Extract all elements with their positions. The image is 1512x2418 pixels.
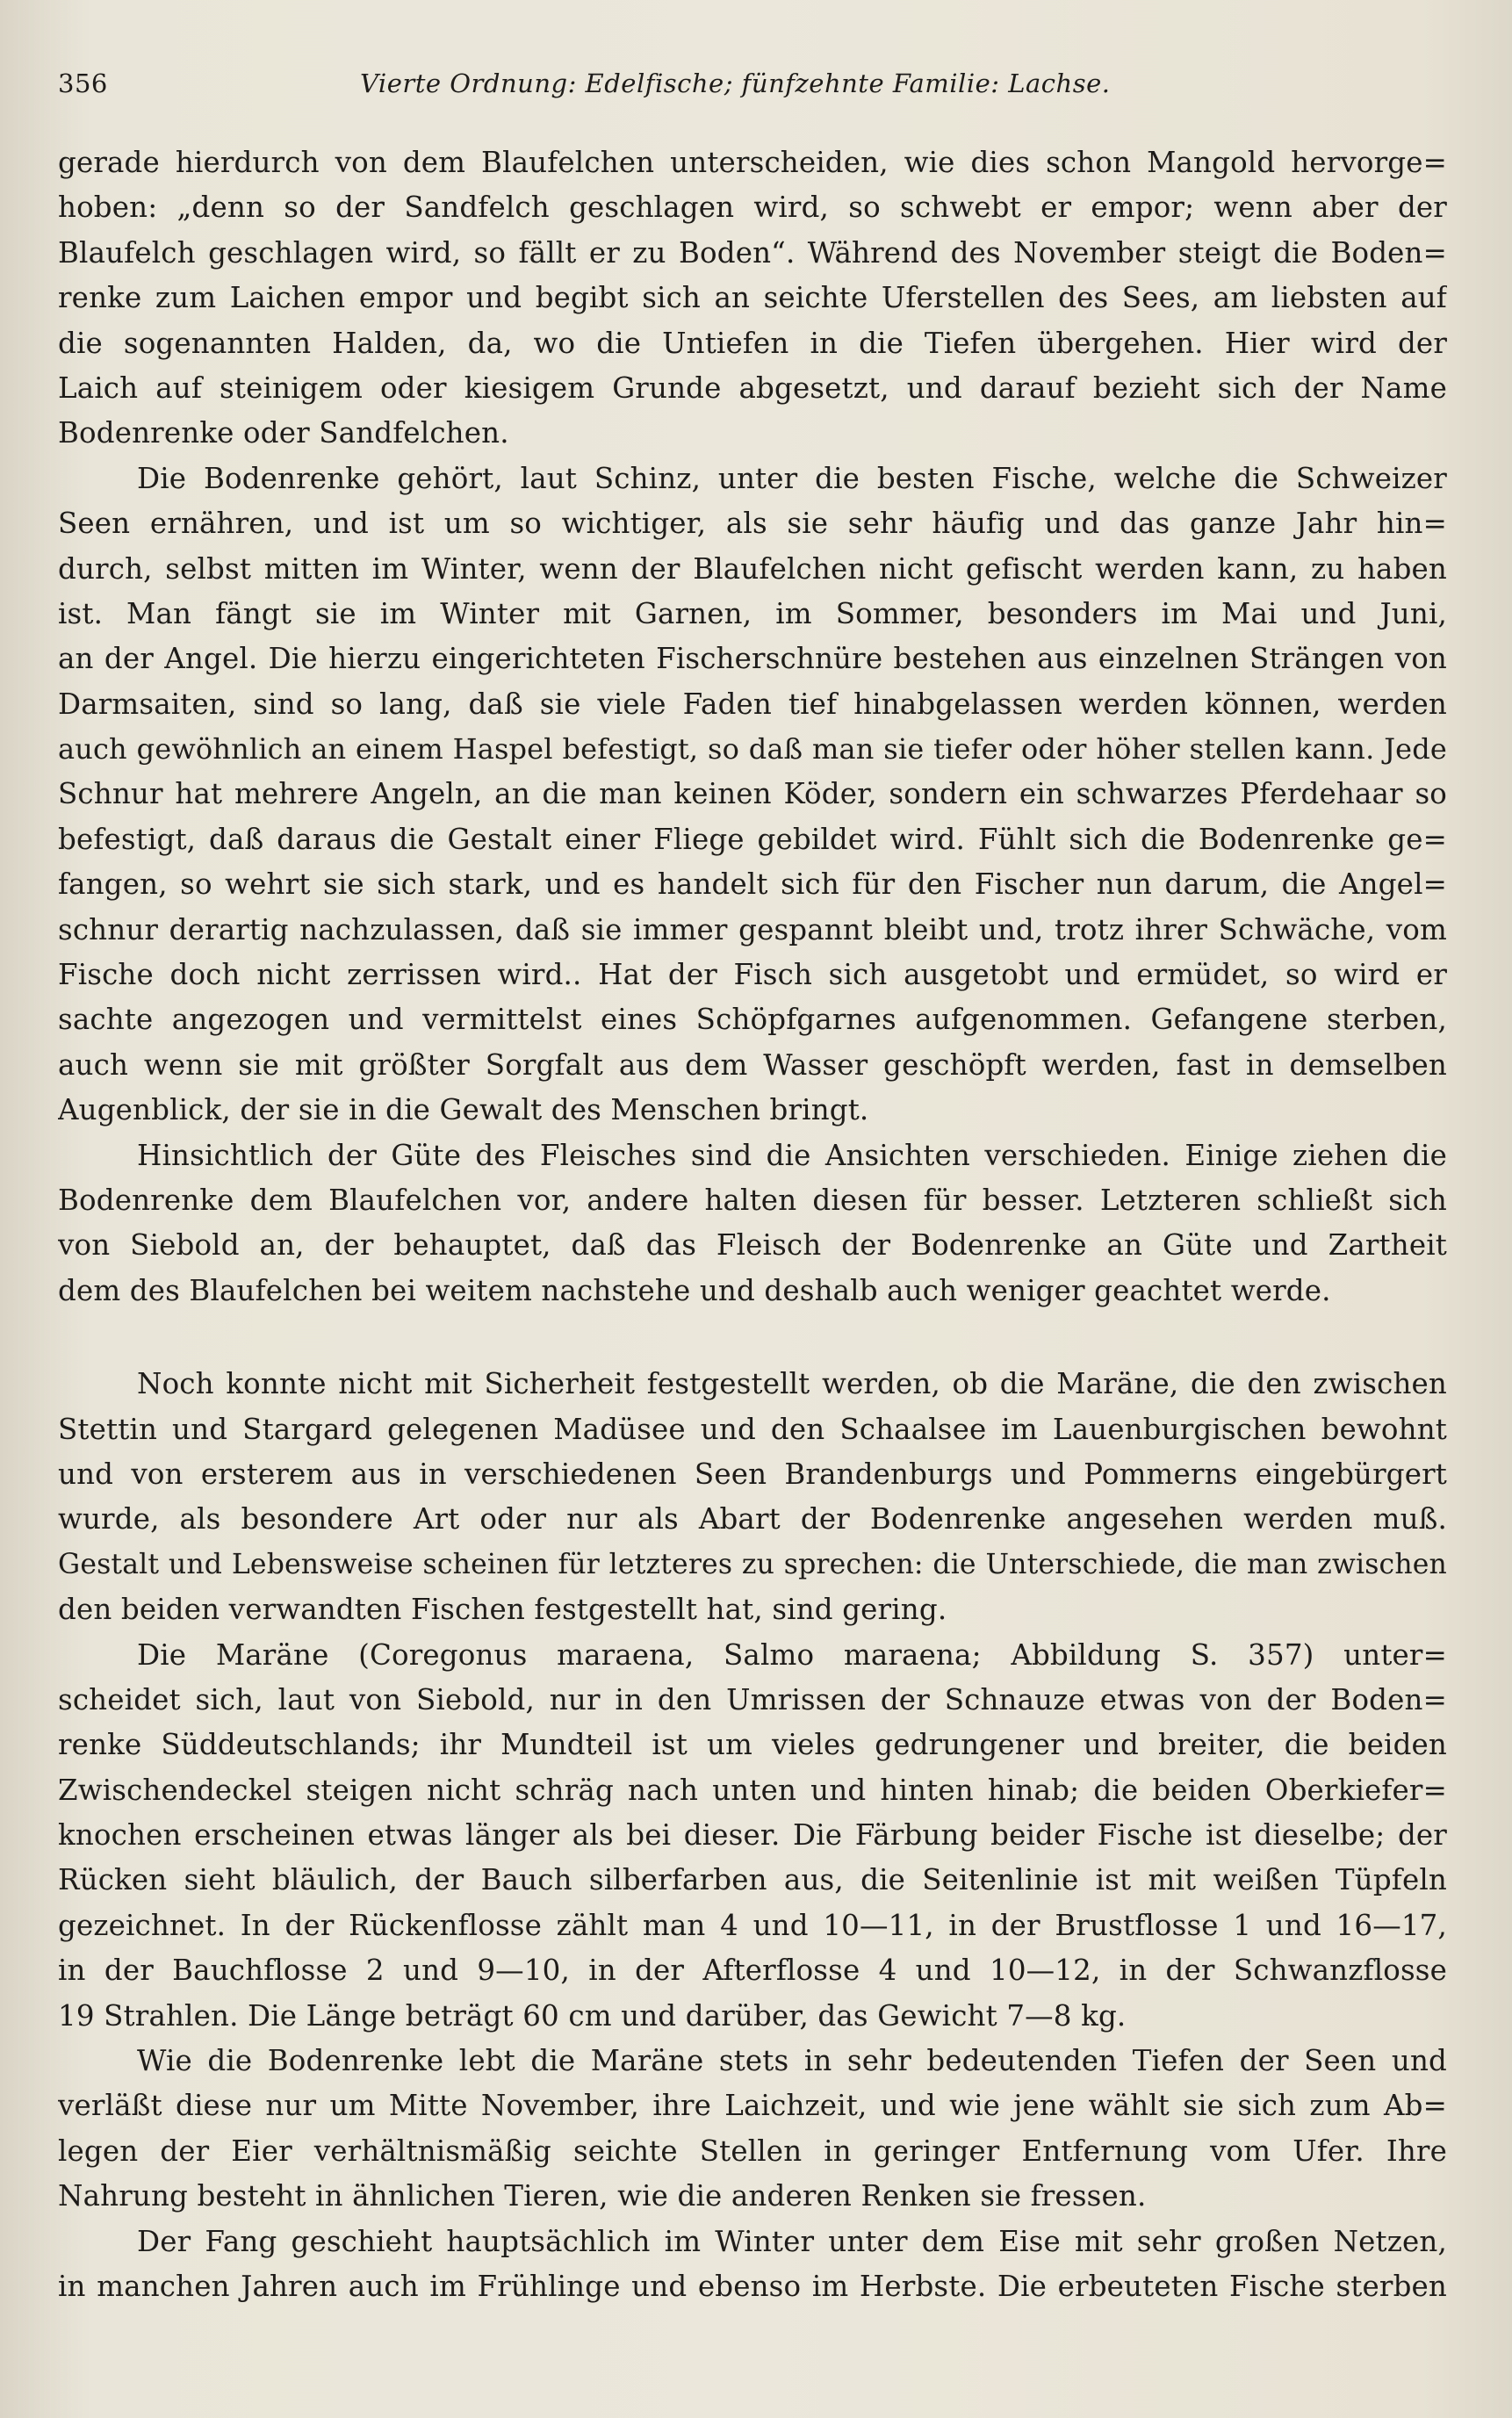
page-number: 356	[58, 68, 108, 98]
paragraph	[58, 1133, 1447, 1314]
text-line: verläßt diese nur um Mitte November, ihre Laichzeit, und wie jene wählt sie sich zum Ab=	[58, 2089, 1447, 2123]
text-line: Hinsichtlich der Güte des Fleisches sind die Ansichten verschieden. Einige ziehen die	[137, 1138, 1447, 1172]
text-line: auch gewöhnlich an einem Haspel befestigt, so daß man sie tiefer oder höher stellen kann. Jede	[58, 732, 1447, 766]
text-line: wurde, als besondere Art oder nur als Abart der Bodenrenke angesehen werden muß.	[58, 1502, 1447, 1536]
text-line: Der Fang geschieht hauptsächlich im Winter unter dem Eise mit sehr großen Netzen,	[137, 2224, 1447, 2258]
text-line: Bodenrenke oder Sandfelchen.	[58, 416, 509, 450]
text-line: Laich auf steinigem oder kiesigem Grunde abgesetzt, und darauf bezieht sich der Name	[58, 371, 1447, 405]
text-line: Darmsaiten, sind so lang, daß sie viele Faden tief hinabgelassen werden können, werden	[58, 687, 1447, 721]
text-line: knochen erscheinen etwas länger als bei dieser. Die Färbung beider Fische ist dieselbe; der	[58, 1818, 1447, 1853]
text-line: Noch konnte nicht mit Sicherheit festgestellt werden, ob die Maräne, die den zwischen	[137, 1367, 1447, 1401]
text-line: Fische doch nicht zerrissen wird.. Hat der Fisch sich ausgetobt und ermüdet, so wird er	[58, 958, 1447, 992]
text-line: Gestalt und Lebensweise scheinen für letzteres zu sprechen: die Unterschiede, die man zwischen	[58, 1548, 1447, 1580]
text-line: Schnur hat mehrere Angeln, an die man keinen Köder, sondern ein schwarzes Pferdehaar so	[58, 777, 1447, 811]
text-line: Rücken sieht bläulich, der Bauch silberfarben aus, die Seitenlinie ist mit weißen Tüpfeln	[58, 1863, 1447, 1897]
paragraph	[58, 457, 1447, 1133]
section-gap	[58, 1313, 1447, 1362]
text-line: Zwischendeckel steigen nicht schräg nach unten und hinten hinab; die beiden Oberkiefer=	[58, 1773, 1447, 1807]
text-line: hoben: „denn so der Sandfelch geschlagen wird, so schwebt er empor; wenn aber der	[58, 191, 1447, 225]
text-line: schnur derartig nachzulassen, daß sie immer gespannt bleibt und, trotz ihrer Schwäche, vom	[58, 912, 1447, 946]
text-line: renke zum Laichen empor und begibt sich an seichte Uferstellen des Sees, am liebsten auf	[58, 281, 1447, 315]
text-line: Die Bodenrenke gehört, laut Schinz, unter die besten Fische, welche die Schweizer	[137, 461, 1447, 495]
paragraph	[58, 1633, 1447, 2040]
body-text	[58, 140, 1447, 2309]
text-line: Seen ernähren, und ist um so wichtiger, als sie sehr häufig und das ganze Jahr hin=	[58, 507, 1447, 541]
page-header	[58, 68, 1454, 104]
text-line: gezeichnet. In der Rückenflosse zählt man 4 und 10—11, in der Brustflosse 1 und 16—17,	[58, 1908, 1447, 1942]
text-line: in der Bauchflosse 2 und 9—10, in der Afterflosse 4 und 10—12, in der Schwanzflosse	[58, 1954, 1447, 1988]
text-line: dem des Blaufelchen bei weitem nachstehe und deshalb auch weniger geachtet werde.	[58, 1273, 1331, 1307]
text-line: ist. Man fängt sie im Winter mit Garnen, im Sommer, besonders im Mai und Juni,	[58, 596, 1447, 630]
paragraph	[58, 140, 1447, 457]
text-line: befestigt, daß daraus die Gestalt einer Fliege gebildet wird. Fühlt sich die Bodenrenke ge=	[58, 822, 1447, 856]
text-line: renke Süddeutschlands; ihr Mundteil ist um vieles gedrungener und breiter, die beiden	[58, 1728, 1447, 1762]
paragraph	[58, 2039, 1447, 2220]
text-line: Augenblick, der sie in die Gewalt des Menschen bringt.	[58, 1093, 869, 1127]
text-line: an der Angel. Die hierzu eingerichteten Fischerschnüre bestehen aus einzelnen Strängen von	[58, 642, 1447, 676]
text-line: Die Maräne (Coregonus maraena, Salmo maraena; Abbildung S. 357) unter=	[137, 1637, 1447, 1672]
text-line: Nahrung besteht in ähnlichen Tieren, wie die anderen Renken sie fressen.	[58, 2179, 1147, 2213]
text-line: auch wenn sie mit größter Sorgfalt aus dem Wasser geschöpft werden, fast in demselben	[58, 1047, 1447, 1082]
paragraph	[58, 2220, 1447, 2310]
text-line: Bodenrenke dem Blaufelchen vor, andere halten diesen für besser. Letzteren schließt sich	[58, 1183, 1447, 1217]
text-line: durch, selbst mitten im Winter, wenn der Blaufelchen nicht gefischt werden kann, zu haben	[58, 551, 1447, 586]
text-line: scheidet sich, laut von Siebold, nur in den Umrissen der Schnauze etwas von der Boden=	[58, 1682, 1447, 1716]
text-line: und von ersterem aus in verschiedenen Seen Brandenburgs und Pommerns eingebürgert	[58, 1457, 1447, 1491]
text-line: von Siebold an, der behauptet, daß das Fleisch der Bodenrenke an Güte und Zartheit	[58, 1228, 1447, 1263]
running-title: Vierte Ordnung: Edelfische; fünfzehnte Familie: Lachse.	[360, 68, 1111, 98]
text-line: Blaufelch geschlagen wird, so fällt er zu Boden“. Während des November steigt die Boden=	[58, 235, 1447, 270]
text-line: Stettin und Stargard gelegenen Madüsee und den Schaalsee im Lauenburgischen bewohnt	[58, 1412, 1447, 1446]
text-line: den beiden verwandten Fischen festgestellt hat, sind gering.	[58, 1593, 947, 1627]
text-line: in manchen Jahren auch im Frühlinge und ebenso im Herbste. Die erbeuteten Fische sterben	[58, 2269, 1447, 2303]
text-line: gerade hierdurch von dem Blaufelchen unterscheiden, wie dies schon Mangold hervorge=	[58, 146, 1447, 179]
text-line: sachte angezogen und vermittelst eines Schöpfgarnes aufgenommen. Gefangene sterben,	[58, 1003, 1447, 1037]
text-line: legen der Eier verhältnismäßig seichte Stellen in geringer Entfernung vom Ufer. Ihre	[58, 2134, 1447, 2168]
text-line: 19 Strahlen. Die Länge beträgt 60 cm und darüber, das Gewicht 7—8 kg.	[58, 1998, 1127, 2033]
text-line: die sogenannten Halden, da, wo die Untiefen in die Tiefen übergehen. Hier wird der	[58, 326, 1447, 360]
text-line: Wie die Bodenrenke lebt die Maräne stets in sehr bedeutenden Tiefen der Seen und	[137, 2044, 1447, 2078]
text-line: fangen, so wehrt sie sich stark, und es handelt sich für den Fischer nun darum, die Angel=	[58, 867, 1447, 902]
paragraph	[58, 1362, 1447, 1632]
